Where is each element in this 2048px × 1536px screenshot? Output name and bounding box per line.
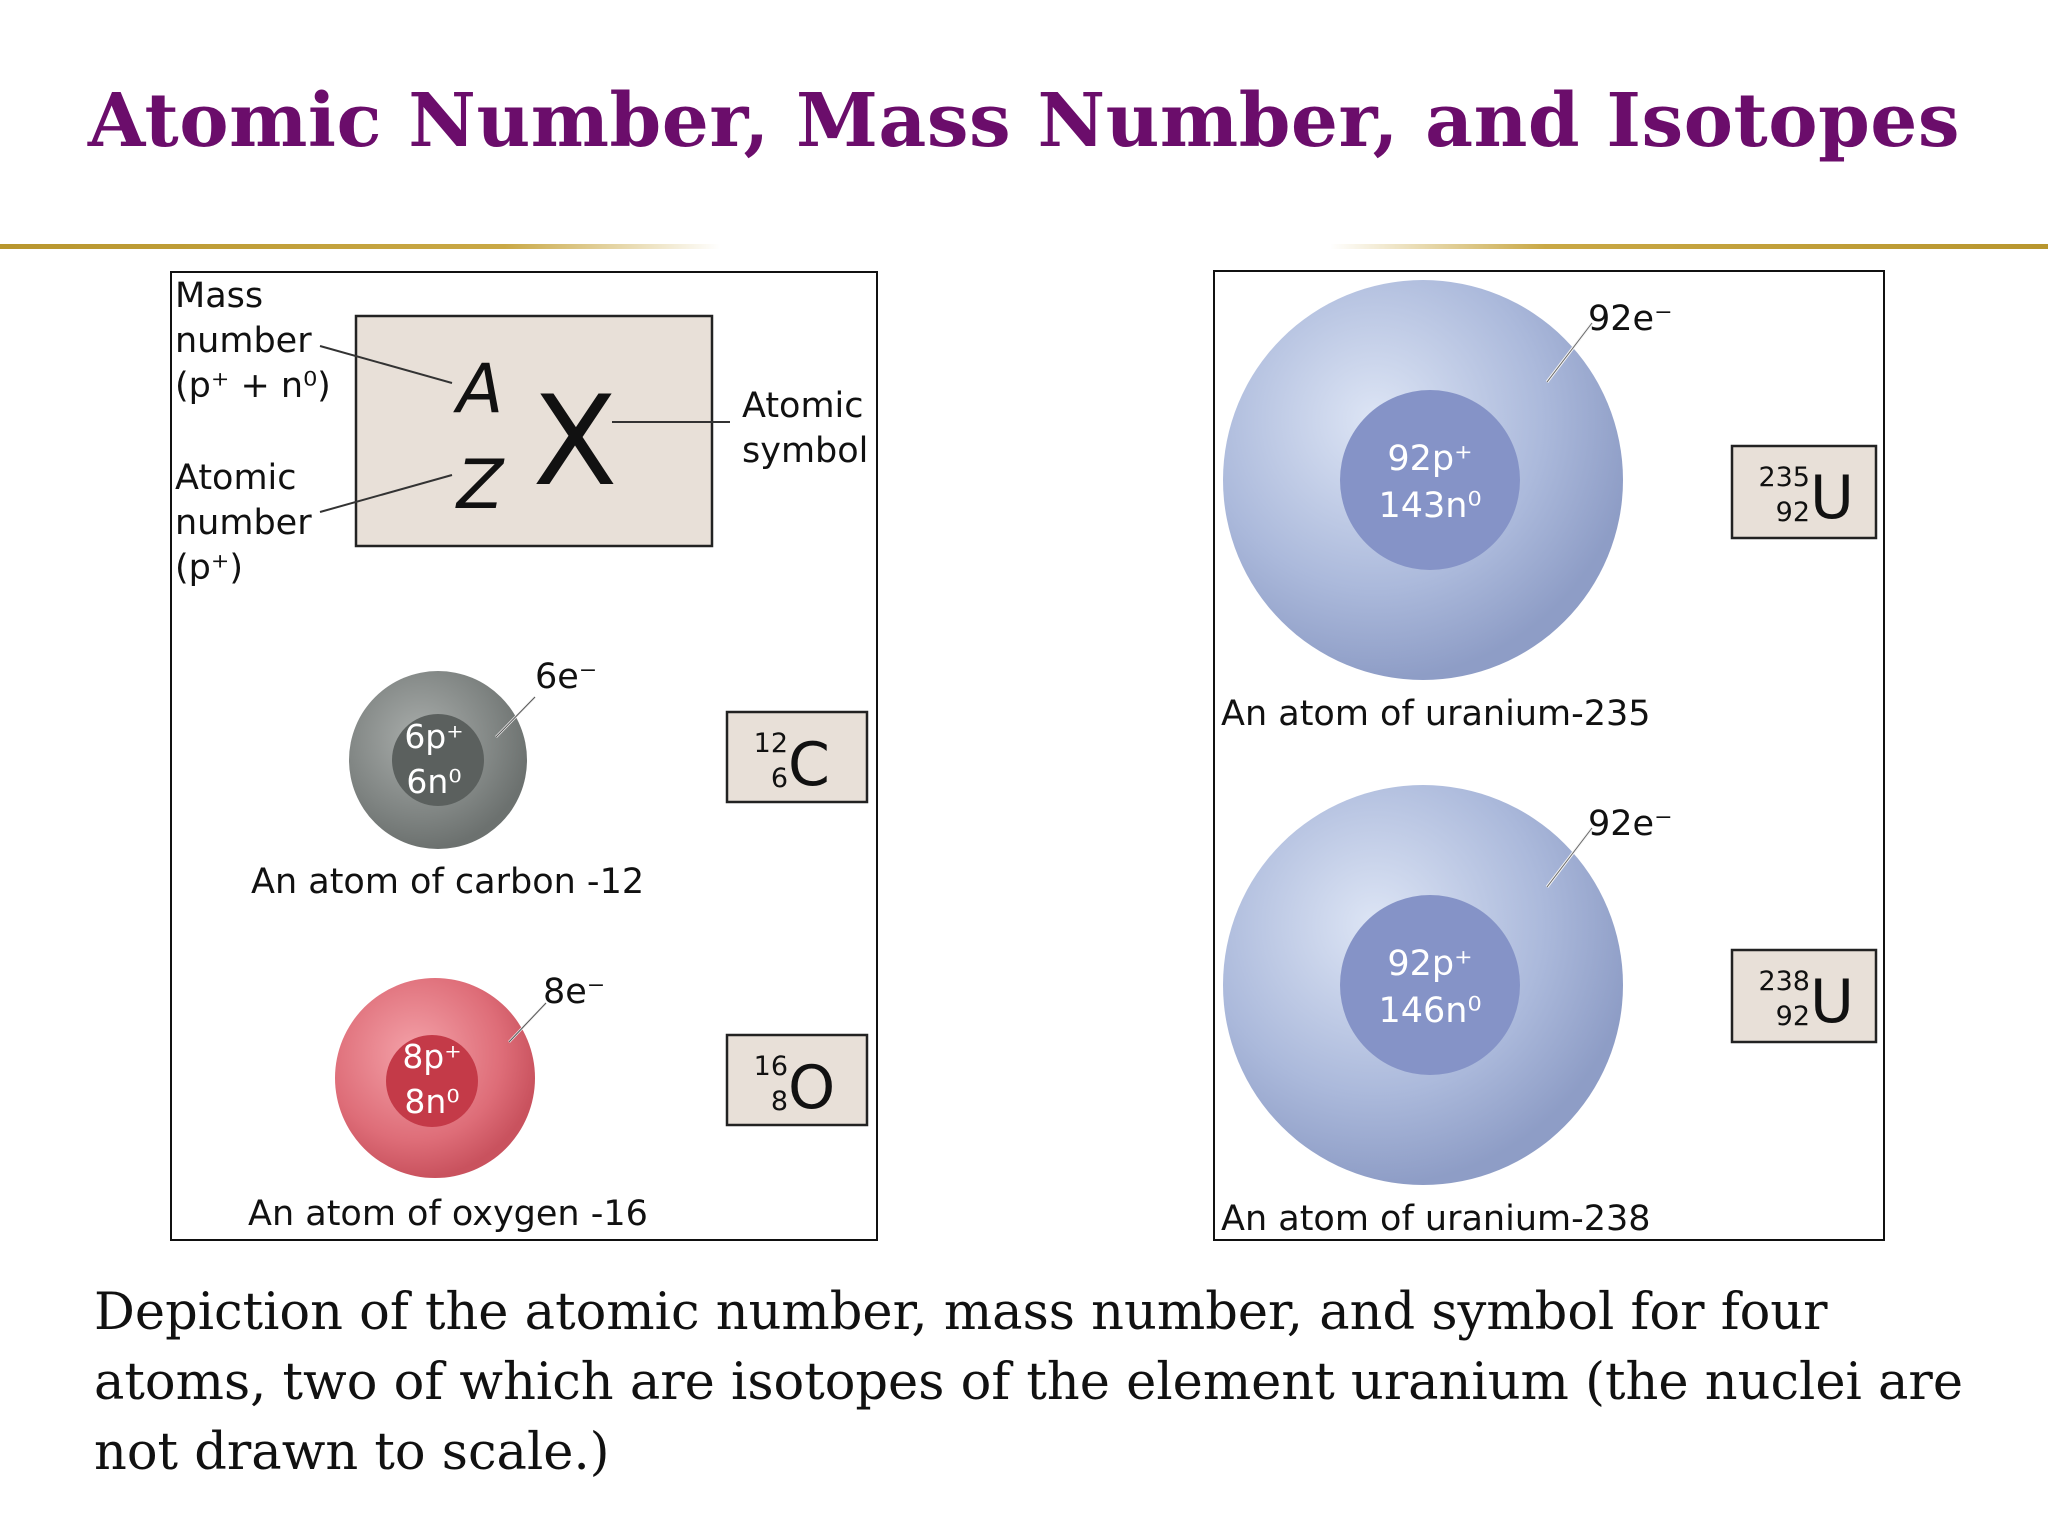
- atomic-symbol-X: X: [532, 370, 618, 514]
- uranium-235-atomic-number: 92: [1775, 497, 1810, 528]
- carbon-atomic-number: 6: [770, 763, 788, 794]
- uranium-235-neutrons: 143n⁰: [1378, 486, 1482, 526]
- uranium-238-symbol: U: [1810, 967, 1854, 1037]
- oxygen-atomic-number: 8: [770, 1086, 788, 1117]
- uranium-235-mass-number: 235: [1758, 462, 1810, 493]
- uranium-238-caption: An atom of uranium-238: [1221, 1199, 1651, 1239]
- oxygen-neutrons: 8n⁰: [404, 1082, 460, 1121]
- uranium-235-nucleus: [1340, 390, 1520, 570]
- uranium-235-caption: An atom of uranium-235: [1221, 694, 1651, 734]
- carbon-electrons: 6e⁻: [535, 657, 598, 697]
- uranium-238-atomic-number: 92: [1775, 1001, 1810, 1032]
- carbon-caption: An atom of carbon -12: [251, 862, 645, 902]
- oxygen-caption: An atom of oxygen -16: [248, 1194, 648, 1234]
- uranium-238-symbol-box: [1732, 950, 1876, 1042]
- carbon-neutrons: 6n⁰: [406, 762, 462, 801]
- atomic-number-Z: Z: [456, 446, 504, 525]
- uranium-238-neutrons: 146n⁰: [1378, 991, 1482, 1031]
- carbon-symbol-box: [727, 712, 867, 802]
- uranium-235-electrons: 92e⁻: [1588, 299, 1673, 339]
- oxygen-protons: 8p⁺: [402, 1037, 462, 1076]
- oxygen-mass-number: 16: [753, 1051, 788, 1082]
- oxygen-symbol: O: [788, 1053, 836, 1123]
- mass-number-label: Mass number (p⁺ + n⁰): [175, 276, 331, 406]
- uranium-238-nucleus: [1340, 895, 1520, 1075]
- atomic-number-label: Atomic number (p⁺): [175, 458, 312, 588]
- mass-number-A: A: [456, 350, 504, 429]
- uranium-235-symbol: U: [1810, 463, 1854, 533]
- uranium-235-symbol-box: [1732, 446, 1876, 538]
- uranium-238-electrons: 92e⁻: [1588, 804, 1673, 844]
- slide-caption: Depiction of the atomic number, mass number, and symbol for four atoms, two of which are isotopes of the element uranium (the nuclei are not drawn to scale.): [94, 1283, 1963, 1482]
- oxygen-symbol-box: [727, 1035, 867, 1125]
- uranium-235-protons: 92p⁺: [1387, 439, 1473, 479]
- uranium-238-mass-number: 238: [1758, 966, 1810, 997]
- oxygen-electrons: 8e⁻: [543, 972, 606, 1012]
- uranium-238-protons: 92p⁺: [1387, 944, 1473, 984]
- carbon-protons: 6p⁺: [404, 717, 464, 756]
- carbon-symbol: C: [788, 730, 830, 800]
- atomic-symbol-label: Atomic symbol: [742, 386, 869, 471]
- slide-title: Atomic Number, Mass Number, and Isotopes: [87, 78, 1961, 164]
- carbon-mass-number: 12: [753, 728, 788, 759]
